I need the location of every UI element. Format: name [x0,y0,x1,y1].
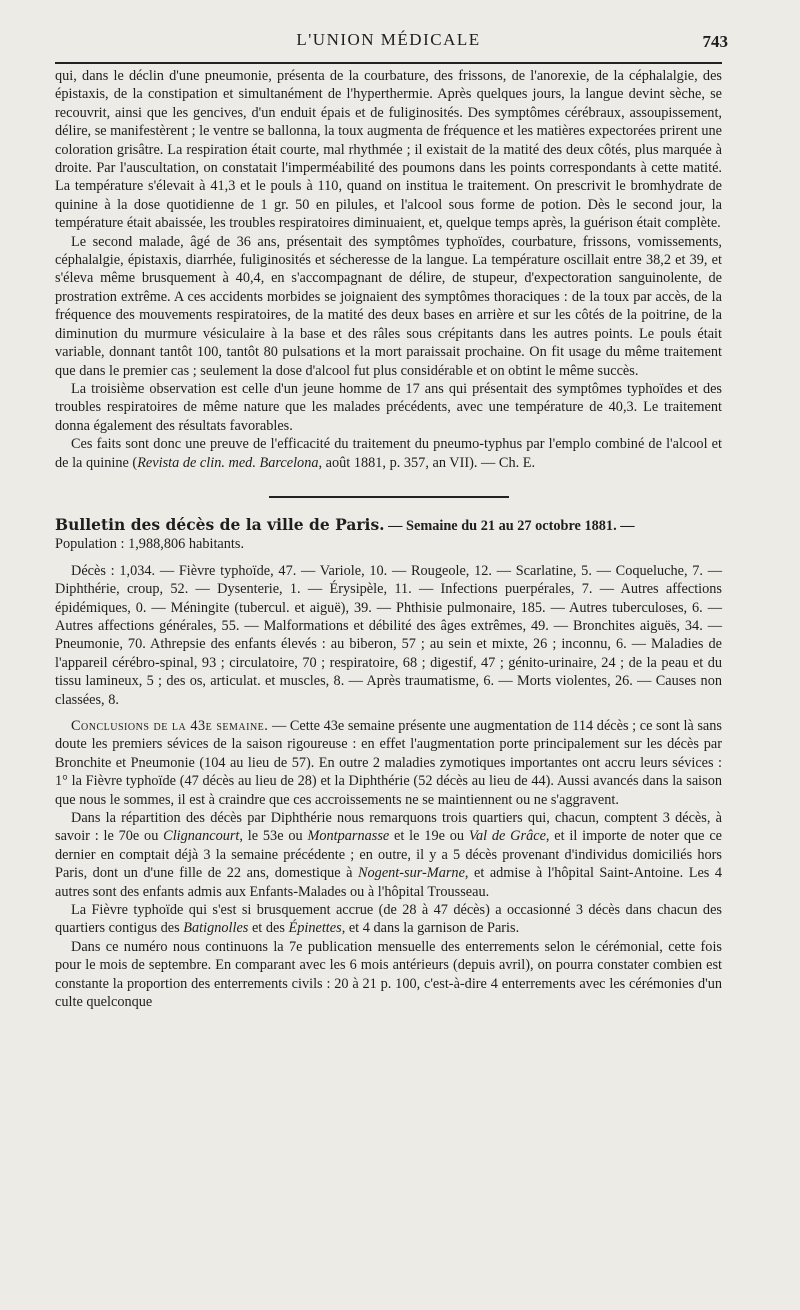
bulletin-last-paragraph: Dans ce numéro nous continuons la 7e publication mensuelle des enterrements selon le cérémonial, cette fois pour le mois de septembre. En comparant avec les 6 mois antérieurs (depuis avril), on pourra constater combien est constante la proportion des enterrements civils : 20 à 21 p. 100, c'est-à-dire 4 enterrements avec les cérémonies d'un culte quelconque [55,938,722,1011]
bulletin-conclusions [55,717,722,809]
page-body [55,67,722,1012]
running-header [55,30,728,60]
article-source: Revista de clin. med. Barcelona [137,454,319,471]
bulletin-title: Bulletin des décès de la ville de Paris. [55,514,385,534]
bulletin-diphtheria [55,809,722,901]
quarter-montparnasse: Montparnasse [307,828,390,845]
header-rule [55,62,722,64]
quarter-epinettes: Épinettes [288,920,342,937]
quarter-batignolles: Batignolles [183,920,249,937]
article-paragraph-4 [55,435,722,472]
journal-title: L'UNION MÉDICALE [296,30,481,49]
diph-text-5: , et admise à l'hôpital Saint-Antoine. Les 4 autres sont des enfants admis aux Enfants-Malades ou à l'hôpital Trousseau. [55,865,722,900]
article-paragraph-3: La troisième observation est celle d'un jeune homme de 17 ans qui présentait des symptômes typhoïdes et des troubles respiratoires de même nature que les malades précédents, avec une température de 40,3. Le traitement donna également des résultats favorables. [55,380,722,434]
quarter-val-de-grace: Val de Grâce [468,828,546,845]
spacer [55,709,722,717]
article-paragraph-1: qui, dans le déclin d'une pneumonie, présenta de la courbature, des frissons, de l'anorexie, de la céphalalgie, des épistaxis, de la constipation et simultanément de l'hyperthermie. Après quelques jours, la langue devint sèche, se recouvrit, ainsi que les gencives, d'un enduit épais et de fuliginosités. Des symptômes cérébraux, assoupissement, délire, se manifestèrent ; le ventre se ballonna, la toux augmenta de fréquence et les matières expectorées prirent une coloration grisâtre. La respiration était courte, mal rhythmée ; il existait de la matité des deux côtés, plus marquée à droite. Par l'auscultation, on constatait l'imperméabilité des poumons dans les points correspondants à cette matité. La température s'élevait à 41,3 et le pouls à 110, quand on institua le traitement. On prescrivit le bromhydrate de quinine à la dose quotidienne de 1 gr. 50 en pilules, et l'alcool sous forme de potion. Dès le second jour, la température était abaissée, les troubles respiratoires diminuaient, et, quelque temps après, la guérison était complète. [55,68,722,232]
diph-text-1: Dans la répartition des décès par Diphthérie nous remarquons trois quartiers qui, chacun, comptent 3 décès, à savoir : le 70e ou [55,810,722,845]
bulletin-deaths: Décès : 1,034. — Fièvre typhoïde, 47. — Variole, 10. — Rougeole, 12. — Scarlatine, 5. — Coqueluche, 7. — Diphthérie, croup, 52. — Dysenterie, 1. — Érysipèle, 11. — Infections puerpérales, 7. — Autres affections épidémiques, 0. — Méningite (tubercul. et aiguë), 39. — Phthisie pulmonaire, 185. — Autres tuberculoses, 6. — Autres affections générales, 55. — Malformations et débilité des âges extrêmes, 49. — Bronchites aiguës, 34. — Pneumonie, 70. Athrepsie des enfants élevés : au biberon, 57 ; au sein et mixte, 26 ; inconnu, 6. — Maladies de l'appareil cérébro-spinal, 93 ; circulatoire, 70 ; respiratoire, 68 ; digestif, 47 ; génito-urinaire, 24 ; de la peau et du tissu lamineux, 5 ; des os, articulat. et muscles, 8. — Après traumatisme, 6. — Morts violentes, 26. — Causes non classées, 8. [55,562,722,708]
diph-text-2: , le 53e ou [239,828,308,845]
typh-text-1: La Fièvre typhoïde qui s'est si brusquement accrue (de 28 à 47 décès) a occasionné 3 décès dans chacun des quartiers contigus des [55,902,722,937]
bulletin-population: Population : 1,988,806 habitants. [55,536,245,553]
place-nogent: Nogent-sur-Marne [357,865,465,882]
quarter-clignancourt: Clignancourt [163,828,240,845]
section-separator [269,496,509,498]
article-p4-end: , août 1881, p. 357, an VII). — Ch. E. [318,454,536,471]
page-number: 743 [702,32,728,51]
bulletin-typhoid [55,901,722,938]
bulletin-week: — Semaine du 21 au 27 octobre 1881. — [384,517,635,534]
diph-text-3: et le 19e ou [389,828,469,845]
conclusions-label: Conclusions de la 43e semaine. [71,718,269,734]
typh-text-2: et des [248,920,289,937]
article-paragraph-2: Le second malade, âgé de 36 ans, présentait des symptômes typhoïdes, courbature, frissons, vomissements, céphalalgie, épistaxis, diarrhée, fuliginosités et sécheresse de la langue. La température oscillait entre 38,2 et 39, et s'éleva même brusquement à 40,4, en s'accompagnant de délire, de stupeur, d'expectoration sanguinolente, de prostration extrême. A ces accidents morbides se joignaient des symptômes thoraciques : de la toux par accès, de la fréquence des mouvements respiratoires, de la matité des deux bases en arrière et sur les côtés de la poitrine, de la diminution du murmure vésiculaire à la base et des râles sous crépitants dans les autres points. Le pouls était variable, donnant tantôt 100, tantôt 80 pulsations et la mort paraissait prochaine. On fit usage du même traitement que dans le premier cas ; seulement la dose d'alcool fut plus considérable et on obtint le même succès. [55,233,722,379]
conclusions-text: — Cette 43e semaine présente une augmentation de 114 décès ; ce sont là sans doute les premiers sévices de la saison rigoureuse : en effet l'augmentation porte principalement sur les décès par Bronchite et Pneumonie (104 au lieu de 57). En outre 2 maladies zymotiques importantes ont accru leurs sévices : 1° la Fièvre typhoïde (47 décès au lieu de 28) et la Diphthérie (52 décès au lieu de 44). Aussi avancés dans la saison que nous le sommes, il est à craindre que ces accroissements ne se maintiennent ou ne s'aggravent. [55,718,722,808]
bulletin-heading [55,516,722,535]
article-p4-text: Ces faits sont donc une preuve de l'efficacité du traitement du pneumo-typhus par l'emplo combiné de l'alcool et de la quinine ( [55,436,722,471]
diph-text-4: , et il importe de noter que ce dernier en comptait déjà 3 la semaine précédente ; en outre, il y a 5 décès provenant d'individus domiciliés hors Paris, dont un d'une fille de 22 ans, domestique à [55,828,723,882]
typh-text-3: , et 4 dans la garnison de Paris. [341,920,520,937]
spacer [55,554,722,562]
